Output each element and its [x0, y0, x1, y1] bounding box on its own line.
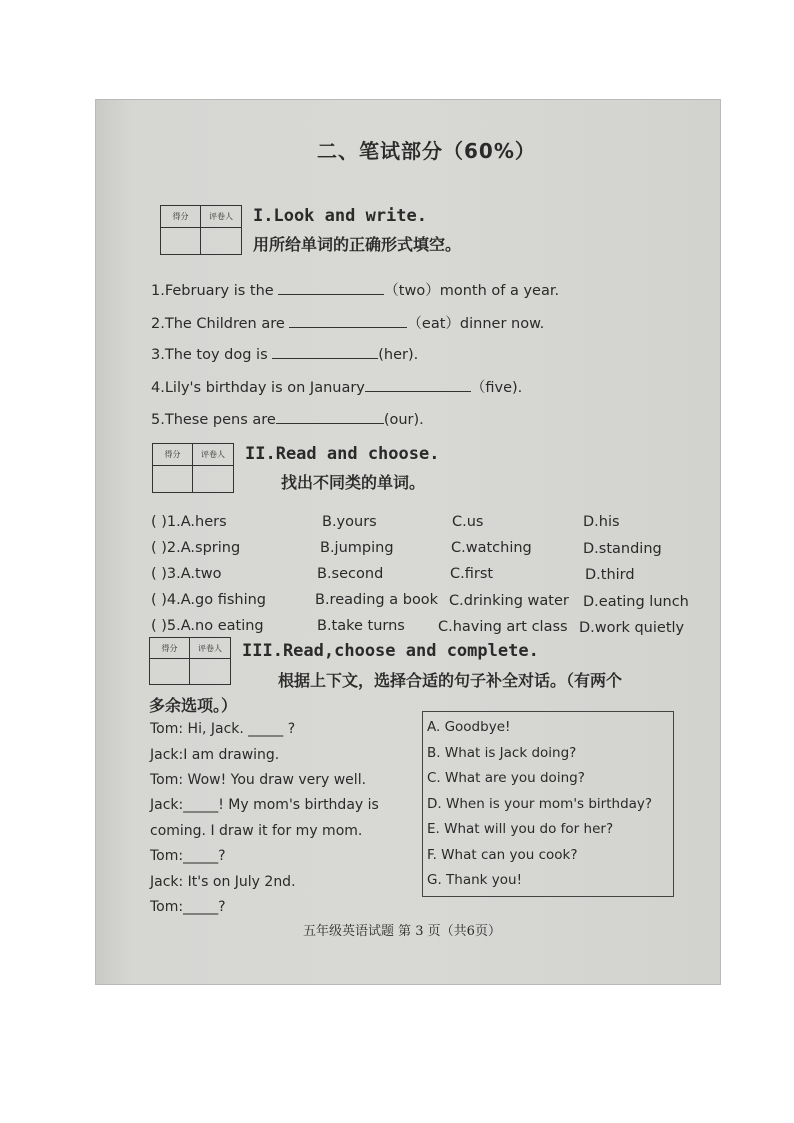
marker-cell — [193, 466, 233, 492]
answer-blank[interactable] — [365, 377, 471, 392]
score-box-2 — [152, 443, 234, 493]
section1-instruction: 用所给单词的正确形式填空。 — [253, 235, 462, 254]
mcq-row-1-b: B.yours — [322, 514, 377, 530]
mcq-row-2-c: C.watching — [451, 540, 532, 556]
option-d: D. When is your mom's birthday? — [427, 796, 653, 812]
mcq-row-3-b: B.second — [317, 566, 384, 582]
answer-blank[interactable] — [289, 313, 407, 328]
score-box-1 — [160, 205, 242, 255]
fill-item-4: 4.Lily's birthday is on January （five). — [151, 376, 522, 397]
fill-item-2: 2.The Children are （eat）dinner now. — [151, 312, 544, 333]
section3-instruction-line1: 根据上下文，选择合适的句子补全对话。（有两个 — [278, 671, 623, 690]
mcq-row-1-c: C.us — [452, 514, 484, 530]
mcq-row-5-a: ( )5.A.no eating — [151, 618, 264, 634]
exam-page — [95, 99, 721, 985]
mcq-row-3-d: D.third — [585, 567, 635, 583]
marker-label: 评卷人 — [201, 206, 241, 228]
option-g: G. Thank you! — [427, 872, 523, 888]
dialog-line-4: Jack:_____! My mom's birthday is — [150, 797, 379, 813]
score-label: 得分 — [153, 444, 193, 466]
mcq-row-4-a: ( )4.A.go fishing — [151, 592, 267, 608]
option-c: C. What are you doing? — [427, 770, 585, 786]
mcq-row-2-d: D.standing — [583, 541, 662, 557]
section3-instruction-line2: 多余选项。） — [149, 696, 238, 715]
marker-label: 评卷人 — [193, 444, 233, 466]
options-box — [422, 711, 674, 897]
dialog-line-6: Tom:_____? — [150, 848, 226, 864]
score-label: 得分 — [150, 638, 190, 659]
option-f: F. What can you cook? — [427, 847, 578, 863]
dialog-line-5: coming. I draw it for my mom. — [150, 823, 363, 839]
mcq-row-5-b: B.take turns — [317, 618, 405, 634]
fill-item-3: 3.The toy dog is (her). — [151, 344, 418, 363]
fill-item-5: 5.These pens are (our). — [151, 409, 424, 428]
score-cell — [150, 659, 190, 684]
section2-heading: II.Read and choose. — [245, 444, 440, 464]
score-cell — [153, 466, 193, 492]
section2-instruction: 找出不同类的单词。 — [281, 473, 426, 492]
dialog-line-7: Jack: It's on July 2nd. — [150, 874, 296, 890]
option-a: A. Goodbye! — [427, 719, 511, 735]
score-label: 得分 — [161, 206, 201, 228]
mcq-row-5-c: C.having art class — [438, 619, 568, 635]
dialog-line-2: Jack:I am drawing. — [150, 747, 280, 763]
section3-heading: III.Read,choose and complete. — [242, 641, 539, 661]
page-footer: 五年级英语试题 第 3 页（共6页） — [303, 924, 501, 939]
score-box-3 — [149, 637, 231, 685]
mcq-row-2-b: B.jumping — [320, 540, 394, 556]
mcq-row-1-a: ( )1.A.hers — [151, 514, 227, 530]
marker-cell — [201, 228, 241, 254]
option-e: E. What will you do for her? — [427, 821, 614, 837]
dialog-line-3: Tom: Wow! You draw very well. — [150, 772, 367, 788]
marker-cell — [190, 659, 230, 684]
dialog-line-8: Tom:_____? — [150, 899, 226, 915]
page-title: 二、笔试部分（60%） — [317, 139, 536, 163]
mcq-row-5-d: D.work quietly — [579, 620, 685, 636]
mcq-row-3-a: ( )3.A.two — [151, 566, 222, 582]
dialog-line-1: Tom: Hi, Jack. _____ ? — [150, 721, 296, 737]
score-cell — [161, 228, 201, 254]
section1-heading: I.Look and write. — [253, 206, 427, 226]
mcq-row-4-d: D.eating lunch — [583, 594, 689, 610]
marker-label: 评卷人 — [190, 638, 230, 659]
option-b: B. What is Jack doing? — [427, 745, 577, 761]
answer-blank[interactable] — [276, 409, 384, 424]
answer-blank[interactable] — [278, 280, 384, 295]
mcq-row-1-d: D.his — [583, 514, 620, 530]
mcq-row-4-c: C.drinking water — [449, 593, 569, 609]
mcq-row-2-a: ( )2.A.spring — [151, 540, 241, 556]
answer-blank[interactable] — [272, 344, 378, 359]
mcq-row-4-b: B.reading a book — [315, 592, 439, 608]
fill-item-1: 1.February is the （two）month of a year. — [151, 279, 559, 300]
mcq-row-3-c: C.first — [450, 566, 494, 582]
